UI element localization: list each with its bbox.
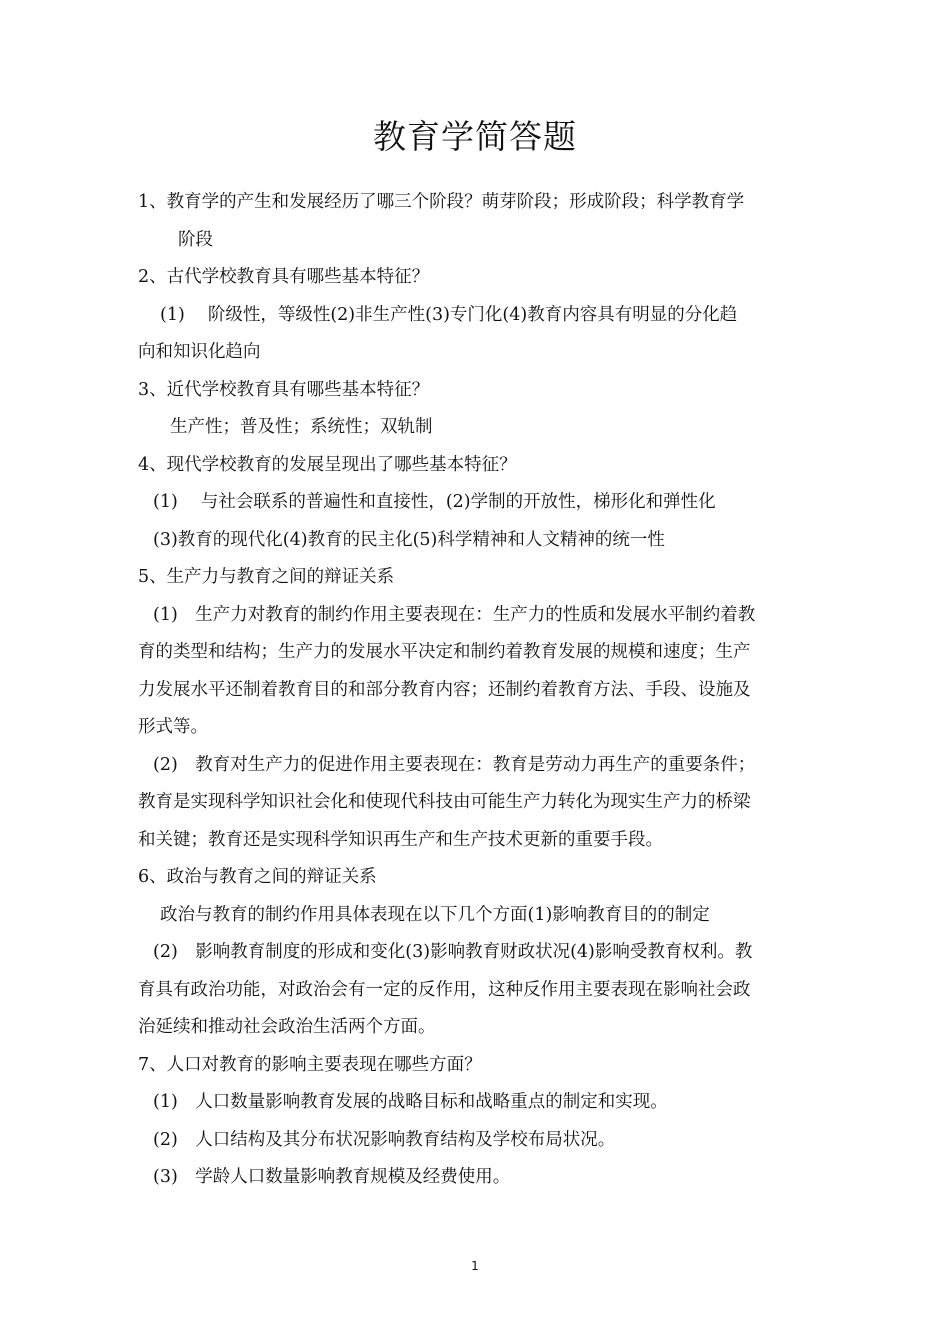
question-3-heading: 3、近代学校教育具有哪些基本特征？	[138, 380, 430, 400]
page-number: 1	[471, 1259, 479, 1273]
document-title: 教育学简答题	[373, 117, 577, 156]
answer-4-line-1: (1) 与社会联系的普遍性和直接性，(2)学制的开放性，梯形化和弹性化	[153, 492, 716, 512]
question-6-heading: 6、政治与教育之间的辩证关系	[138, 867, 377, 887]
answer-6-line-3: 育具有政治功能，对政治会有一定的反作用，这种反作用主要表现在影响社会政	[138, 980, 751, 1000]
answer-2-line-1: (1) 阶级性，等级性(2)非生产性(3)专门化(4)教育内容具有明显的分化趋	[160, 305, 738, 325]
question-2-heading: 2、古代学校教育具有哪些基本特征？	[138, 267, 430, 287]
answer-7-line-3: (3) 学龄人口数量影响教育规模及经费使用。	[153, 1167, 511, 1187]
answer-6-line-1: 政治与教育的制约作用具体表现在以下几个方面(1)影响教育目的的制定	[160, 905, 710, 925]
answer-5-line-7: 和关键；教育还是实现科学知识再生产和生产技术更新的重要手段。	[138, 830, 663, 850]
question-1-line-2: 阶段	[178, 230, 213, 250]
question-1-line-1: 1、教育学的产生和发展经历了哪三个阶段？萌芽阶段；形成阶段；科学教育学	[138, 192, 745, 212]
question-4-heading: 4、现代学校教育的发展呈现出了哪些基本特征？	[138, 455, 517, 475]
answer-5-line-2: 育的类型和结构；生产力的发展水平决定和制约着教育发展的规模和速度；生产	[138, 642, 751, 662]
answer-5-line-3: 力发展水平还制着教育目的和部分教育内容；还制约着教育方法、手段、设施及	[138, 680, 751, 700]
answer-7-line-2: (2) 人口结构及其分布状况影响教育结构及学校布局状况。	[153, 1130, 616, 1150]
answer-5-line-1: (1) 生产力对教育的制约作用主要表现在：生产力的性质和发展水平制约着教	[153, 605, 756, 625]
answer-7-line-1: (1) 人口数量影响教育发展的战略目标和战略重点的制定和实现。	[153, 1092, 668, 1112]
answer-6-line-4: 治延续和推动社会政治生活两个方面。	[138, 1017, 436, 1037]
answer-5-line-4: 形式等。	[138, 717, 208, 737]
question-7-heading: 7、人口对教育的影响主要表现在哪些方面？	[138, 1055, 482, 1075]
answer-4-line-2: (3)教育的现代化(4)教育的民主化(5)科学精神和人文精神的统一性	[153, 530, 665, 550]
answer-5-line-6: 教育是实现科学知识社会化和使现代科技由可能生产力转化为现实生产力的桥梁	[138, 792, 751, 812]
question-5-heading: 5、生产力与教育之间的辩证关系	[138, 567, 395, 587]
answer-3-line-1: 生产性；普及性；系统性；双轨制	[170, 417, 433, 437]
answer-6-line-2: (2) 影响教育制度的形成和变化(3)影响教育财政状况(4)影响受教育权利。教	[153, 942, 753, 962]
answer-2-line-2: 向和知识化趋向	[138, 342, 261, 362]
answer-5-line-5: (2) 教育对生产力的促进作用主要表现在：教育是劳动力再生产的重要条件；	[153, 755, 756, 775]
